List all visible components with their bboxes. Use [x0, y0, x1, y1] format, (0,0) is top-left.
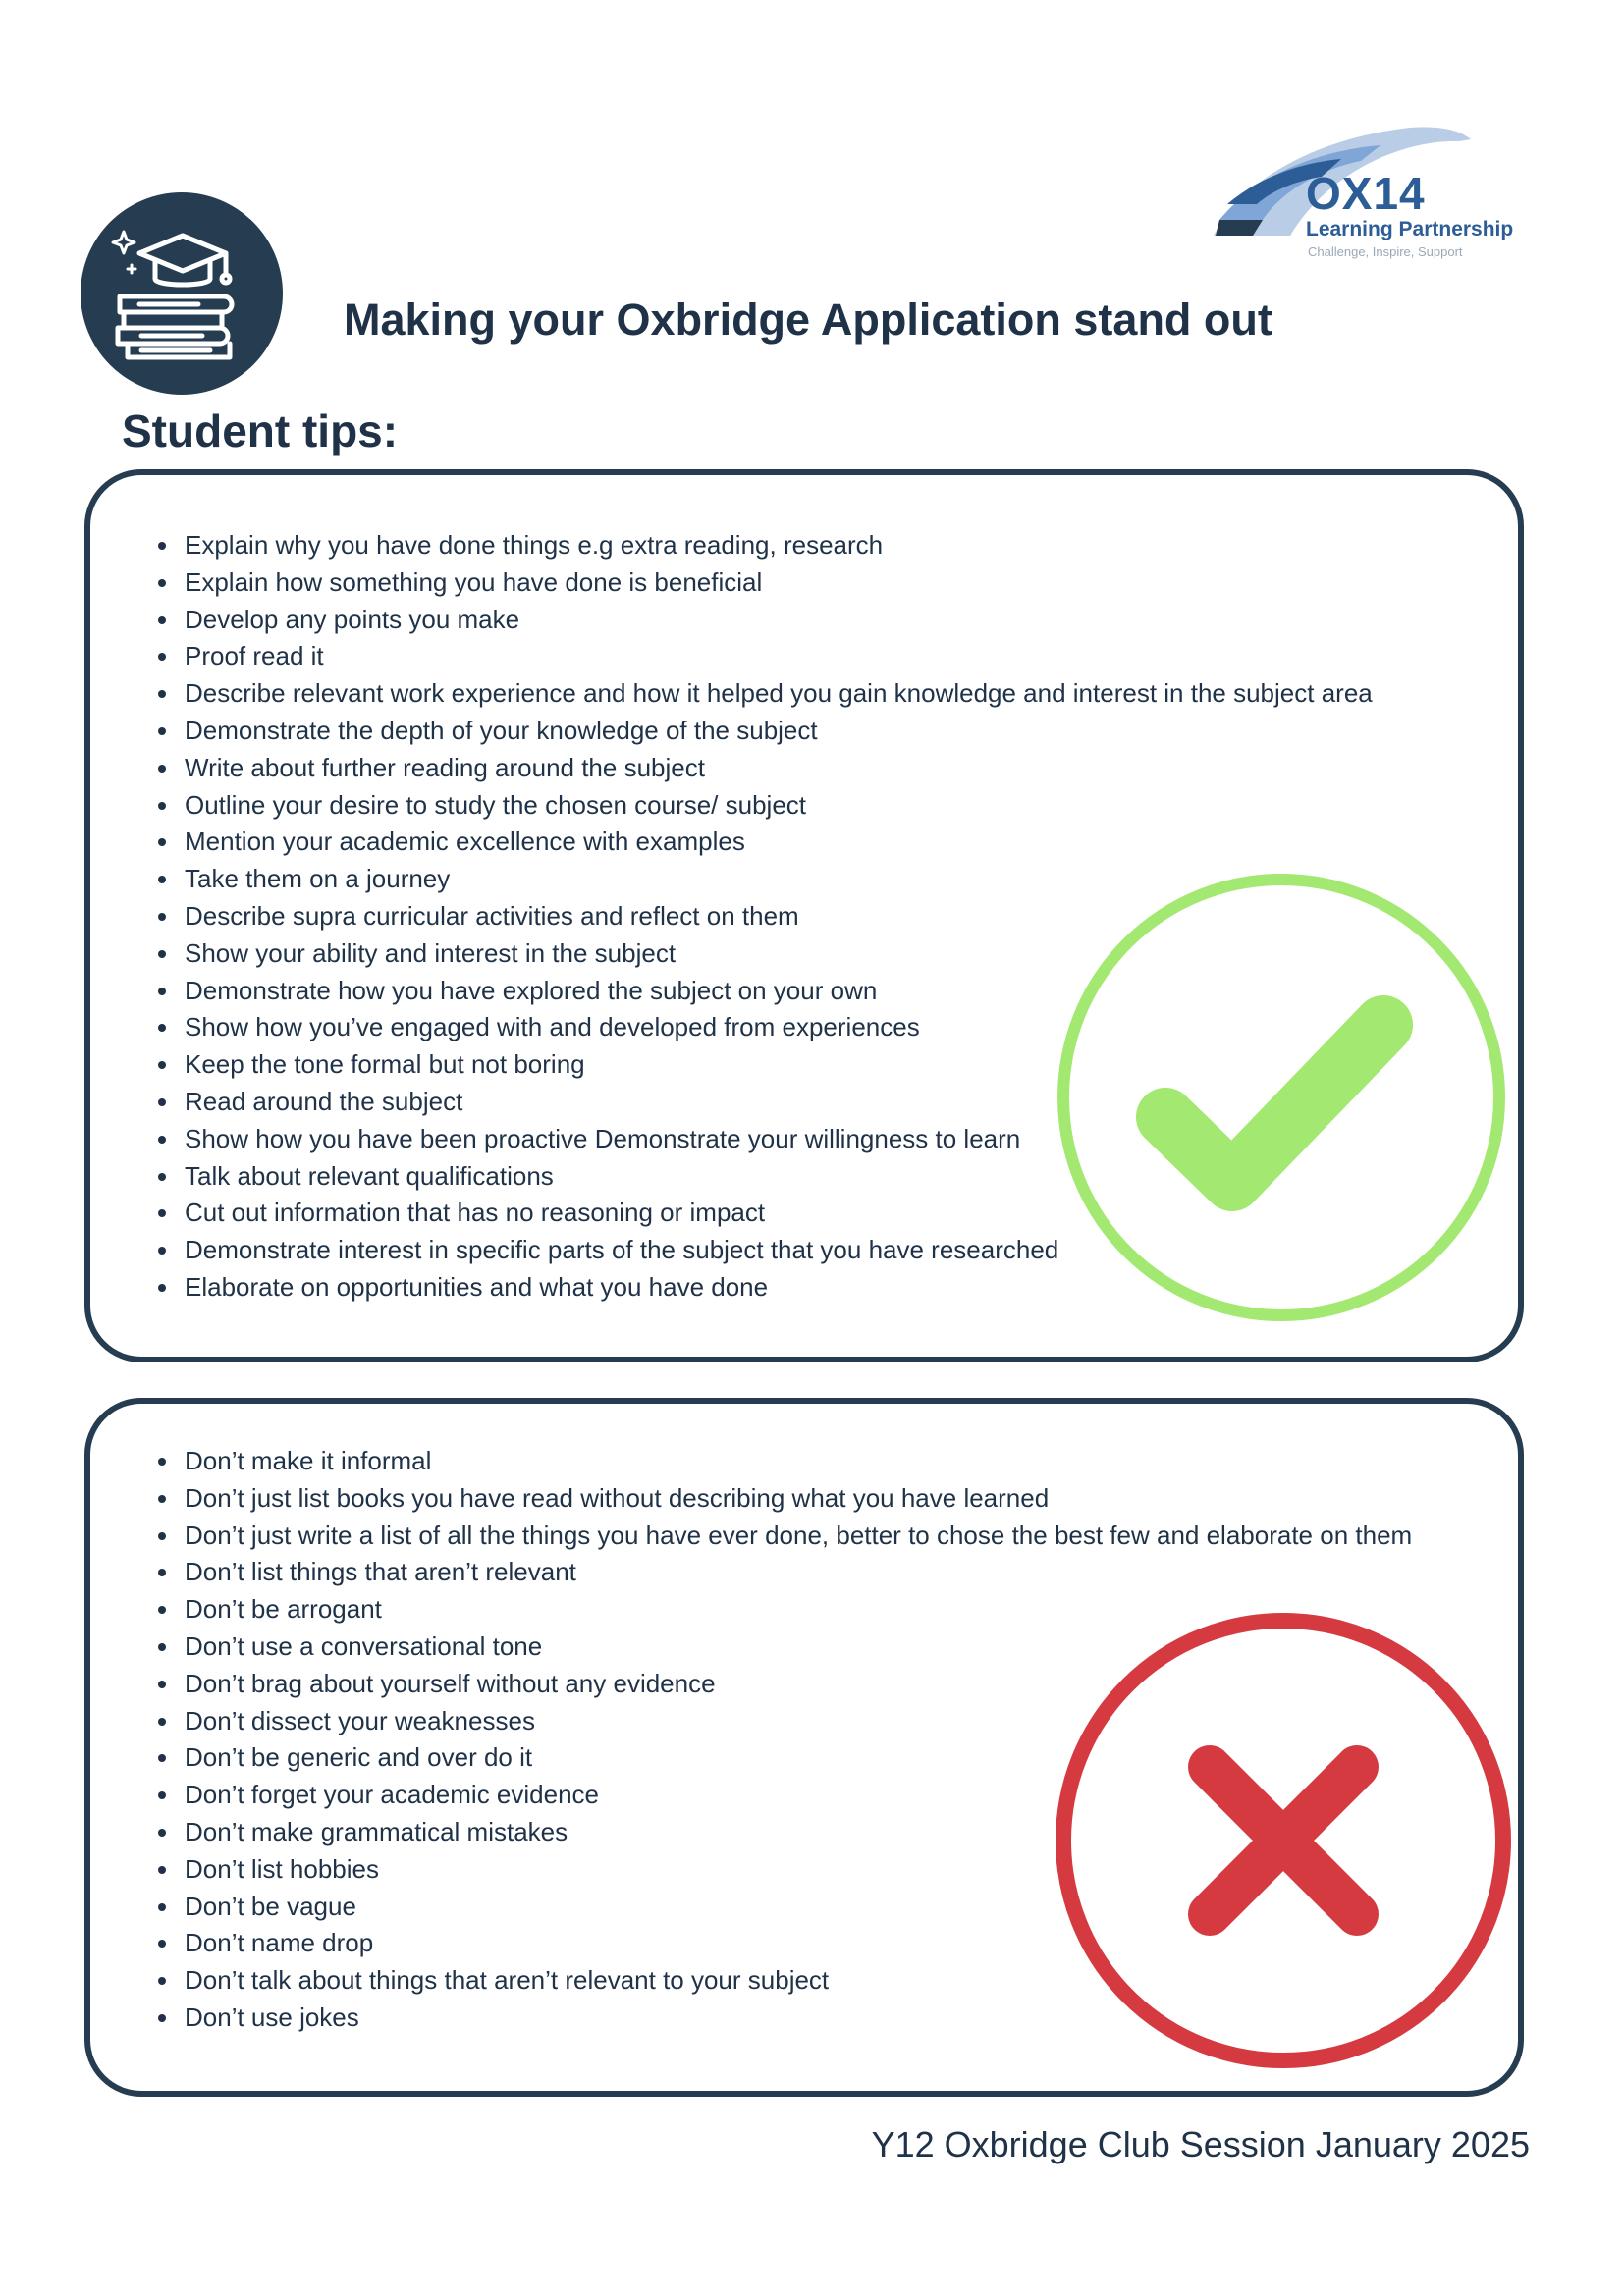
- check-circle-icon: [1056, 872, 1507, 1328]
- list-item: • Proof read it: [181, 638, 1373, 675]
- list-item: • Don’t make it informal: [181, 1443, 1412, 1480]
- list-item: • Don’t name drop: [181, 1925, 1412, 1962]
- list-item: • Talk about relevant qualifications: [181, 1158, 1373, 1196]
- list-item: • Don’t forget your academic evidence: [181, 1777, 1412, 1814]
- page-title: Making your Oxbridge Application stand out: [344, 294, 1272, 345]
- footer-text: Y12 Oxbridge Club Session January 2025: [871, 2124, 1530, 2164]
- list-item: • Don’t brag about yourself without any evidence: [181, 1666, 1412, 1703]
- list-item: • Demonstrate how you have explored the subject on your own: [181, 973, 1373, 1010]
- list-item: • Mention your academic excellence with examples: [181, 824, 1373, 861]
- list-item: • Show how you have been proactive Demonstrate your willingness to learn: [181, 1121, 1373, 1158]
- list-item: • Don’t dissect your weaknesses: [181, 1703, 1412, 1740]
- cross-circle-icon: [1053, 1610, 1514, 2076]
- list-item: • Don’t be arrogant: [181, 1591, 1412, 1629]
- list-item: • Describe supra curricular activities and reflect on them: [181, 898, 1373, 935]
- list-item: • Write about further reading around the subject: [181, 750, 1373, 787]
- list-item: • Don’t list things that aren’t relevant: [181, 1554, 1412, 1591]
- list-item: • Don’t talk about things that aren’t relevant to your subject: [181, 1962, 1412, 2000]
- list-item: • Don’t just write a list of all the things you have ever done, better to chose the best few and elaborate on them: [181, 1518, 1412, 1555]
- list-item: • Don’t be generic and over do it: [181, 1739, 1412, 1777]
- list-item: • Don’t list hobbies: [181, 1851, 1412, 1889]
- list-item: • Read around the subject: [181, 1084, 1373, 1121]
- logo-tagline: Challenge, Inspire, Support: [1308, 244, 1463, 259]
- list-item: • Demonstrate the depth of your knowledge of the subject: [181, 713, 1373, 750]
- section-title: Student tips:: [122, 405, 399, 456]
- logo-subtitle: Learning Partnership: [1306, 218, 1514, 240]
- logo-name: OX14: [1306, 168, 1426, 219]
- list-item: • Don’t use a conversational tone: [181, 1629, 1412, 1666]
- list-item: • Explain why you have done things e.g extra reading, research: [181, 527, 1373, 564]
- list-item: • Don’t be vague: [181, 1889, 1412, 1926]
- list-item: • Don’t make grammatical mistakes: [181, 1814, 1412, 1851]
- list-item: • Don’t use jokes: [181, 2000, 1412, 2037]
- list-item: • Take them on a journey: [181, 861, 1373, 898]
- list-item: • Show your ability and interest in the subject: [181, 935, 1373, 973]
- list-item: • Describe relevant work experience and how it helped you gain knowledge and interest in the subject area: [181, 675, 1373, 713]
- list-item: • Show how you’ve engaged with and developed from experiences: [181, 1009, 1373, 1046]
- list-item: • Elaborate on opportunities and what you have done: [181, 1269, 1373, 1307]
- list-item: • Outline your desire to study the chosen course/ subject: [181, 787, 1373, 825]
- graduation-books-icon: [81, 192, 283, 395]
- list-item: • Don’t just list books you have read without describing what you have learned: [181, 1480, 1412, 1518]
- list-item: • Explain how something you have done is beneficial: [181, 564, 1373, 602]
- list-item: • Develop any points you make: [181, 602, 1373, 639]
- list-item: • Keep the tone formal but not boring: [181, 1046, 1373, 1084]
- list-item: • Demonstrate interest in specific parts of the subject that you have researched: [181, 1232, 1373, 1269]
- list-item: • Cut out information that has no reasoning or impact: [181, 1195, 1373, 1232]
